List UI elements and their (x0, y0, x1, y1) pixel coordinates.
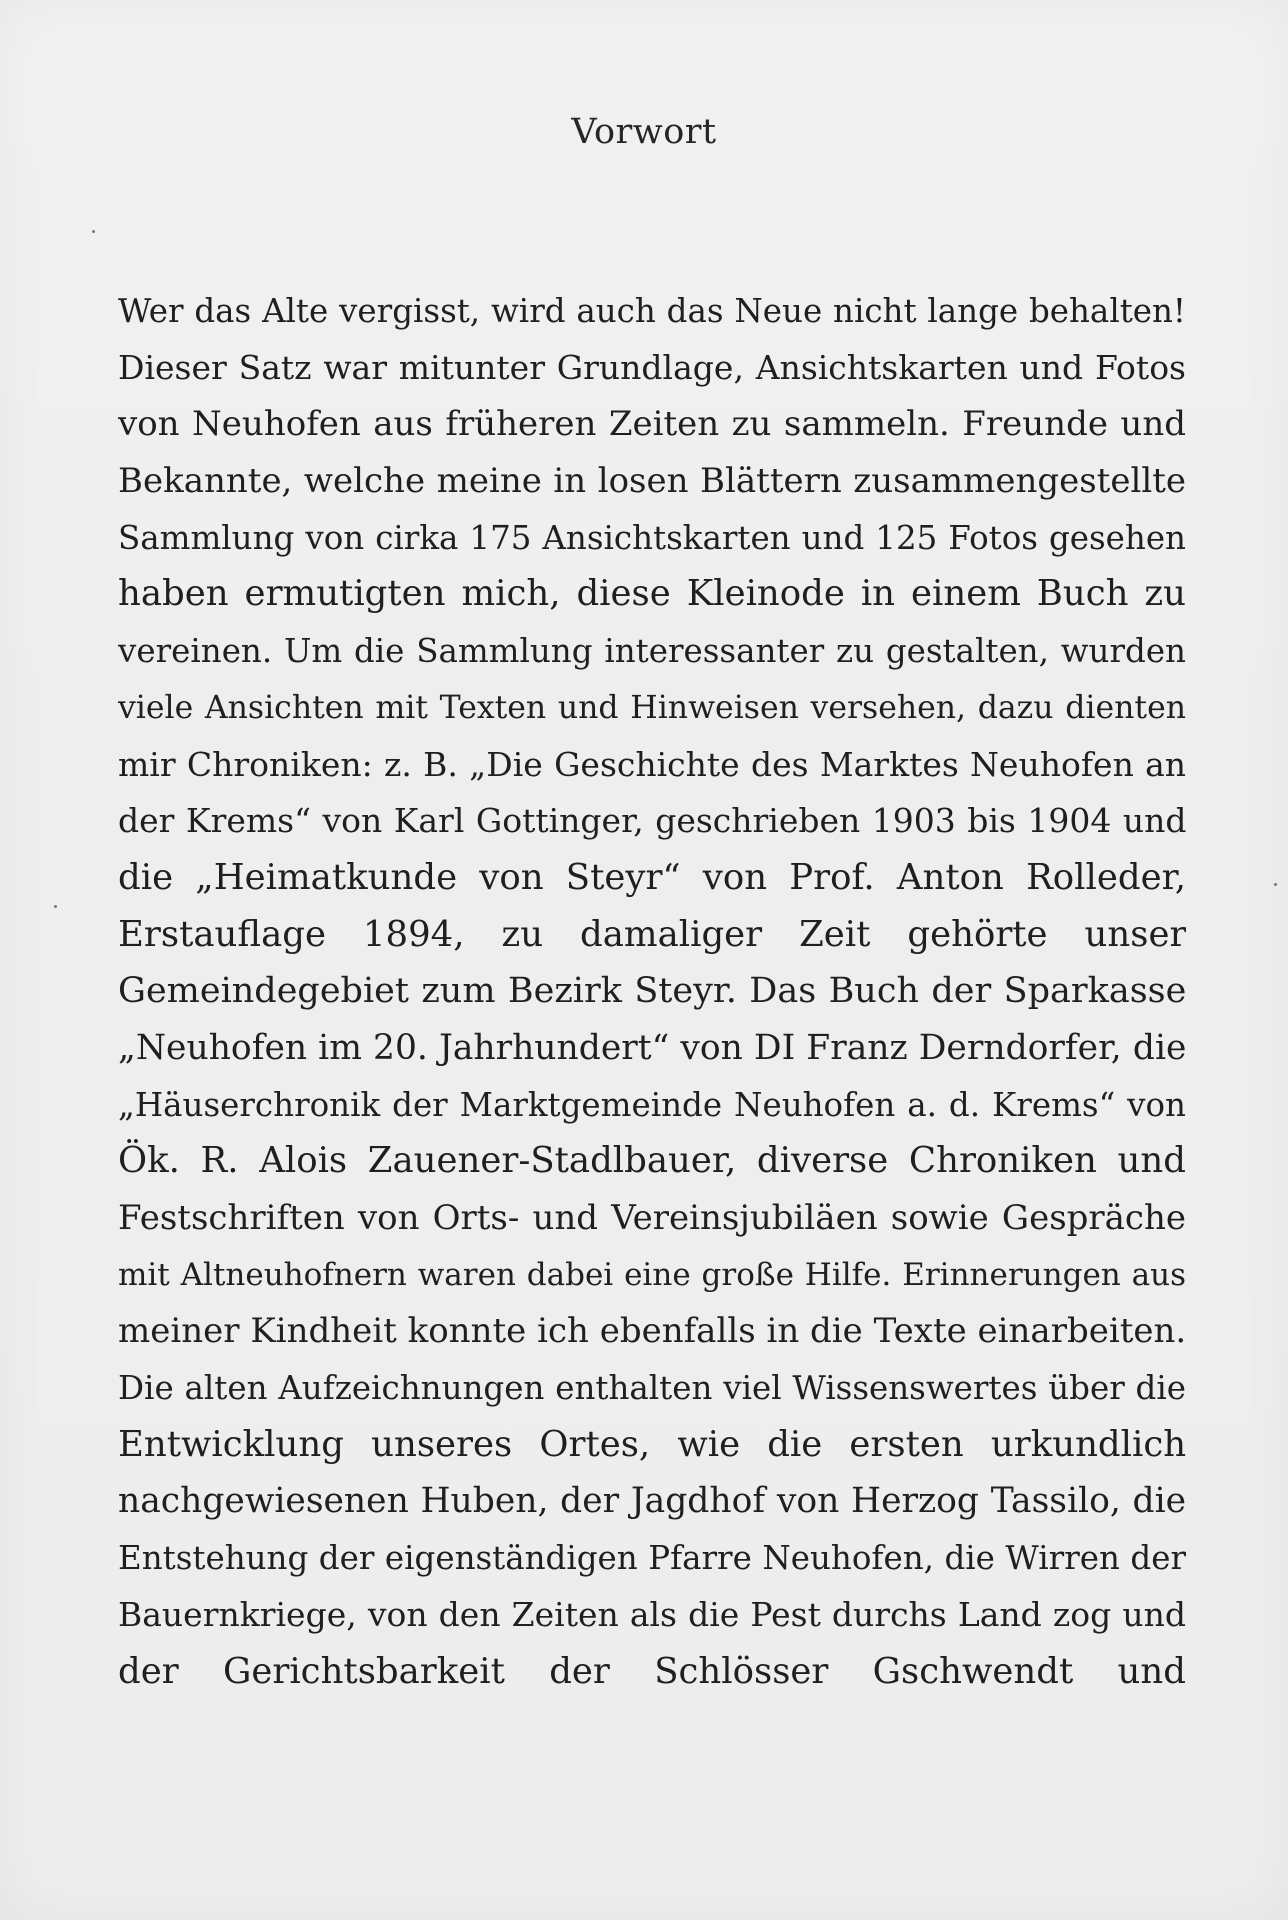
text-line: haben ermutigten mich, diese Kleinode in einem Buch zu (118, 573, 1186, 615)
text-line: „Häuserchronik der Marktgemeinde Neuhofen a. d. Krems“ von (118, 1085, 1186, 1124)
text-line: Die alten Aufzeichnungen enthalten viel Wissenswertes über die (118, 1369, 1186, 1408)
text-line: Entstehung der eigenständigen Pfarre Neuhofen, die Wirren der (118, 1539, 1186, 1578)
page-title: Vorwort (571, 112, 717, 152)
text-line: Wer das Alte vergisst, wird auch das Neue nicht lange behalten! (118, 292, 1186, 330)
text-line: die „Heimatkunde von Steyr“ von Prof. Anton Rolleder, (118, 856, 1186, 898)
text-line: vereinen. Um die Sammlung interessanter zu gestalten, wurden (118, 632, 1186, 671)
text-line: der Gerichtsbarkeit der Schlösser Gschwendt und (118, 1650, 1186, 1692)
paper-speck (92, 230, 95, 233)
text-line: Bauernkriege, von den Zeiten als die Pest durchs Land zog und (118, 1594, 1186, 1634)
text-line: mir Chroniken: z. B. „Die Geschichte des Marktes Neuhofen an (118, 744, 1186, 784)
text-line: meiner Kindheit konnte ich ebenfalls in die Texte einarbeiten. (118, 1311, 1186, 1352)
text-line: Bekannte, welche meine in losen Blättern zusammengestellte (118, 461, 1186, 502)
paper-speck (54, 905, 57, 908)
text-line: Ök. R. Alois Zauener-Stadlbauer, diverse Chroniken und (118, 1140, 1186, 1182)
text-line: der Krems“ von Karl Gottinger, geschrieben 1903 bis 1904 und (118, 801, 1186, 841)
text-line: „Neuhofen im 20. Jahrhundert“ von DI Franz Derndorfer, die (118, 1027, 1186, 1068)
text-line: nachgewiesenen Huben, der Jagdhof von Herzog Tassilo, die (118, 1481, 1186, 1522)
text-line: Festschriften von Orts- und Vereinsjubiläen sowie Gespräche (118, 1198, 1186, 1238)
text-line: viele Ansichten mit Texten und Hinweisen versehen, dazu dienten (118, 689, 1186, 726)
text-line: Sammlung von cirka 175 Ansichtskarten und 125 Fotos gesehen (118, 518, 1186, 557)
text-line: mit Altneuhofnern waren dabei eine große Hilfe. Erinnerungen aus (118, 1256, 1186, 1293)
text-line: Dieser Satz war mitunter Grundlage, Ansichtskarten und Fotos (118, 347, 1186, 387)
text-line: Entwicklung unseres Ortes, wie die ersten urkundlich (118, 1423, 1186, 1465)
text-line: von Neuhofen aus früheren Zeiten zu sammeln. Freunde und (118, 404, 1186, 445)
text-line: Gemeindegebiet zum Bezirk Steyr. Das Buch der Sparkasse (118, 971, 1186, 1012)
paper-speck (1274, 883, 1277, 886)
body-text (118, 283, 1186, 1700)
text-line: Erstauflage 1894, zu damaliger Zeit gehörte unser (118, 913, 1186, 955)
